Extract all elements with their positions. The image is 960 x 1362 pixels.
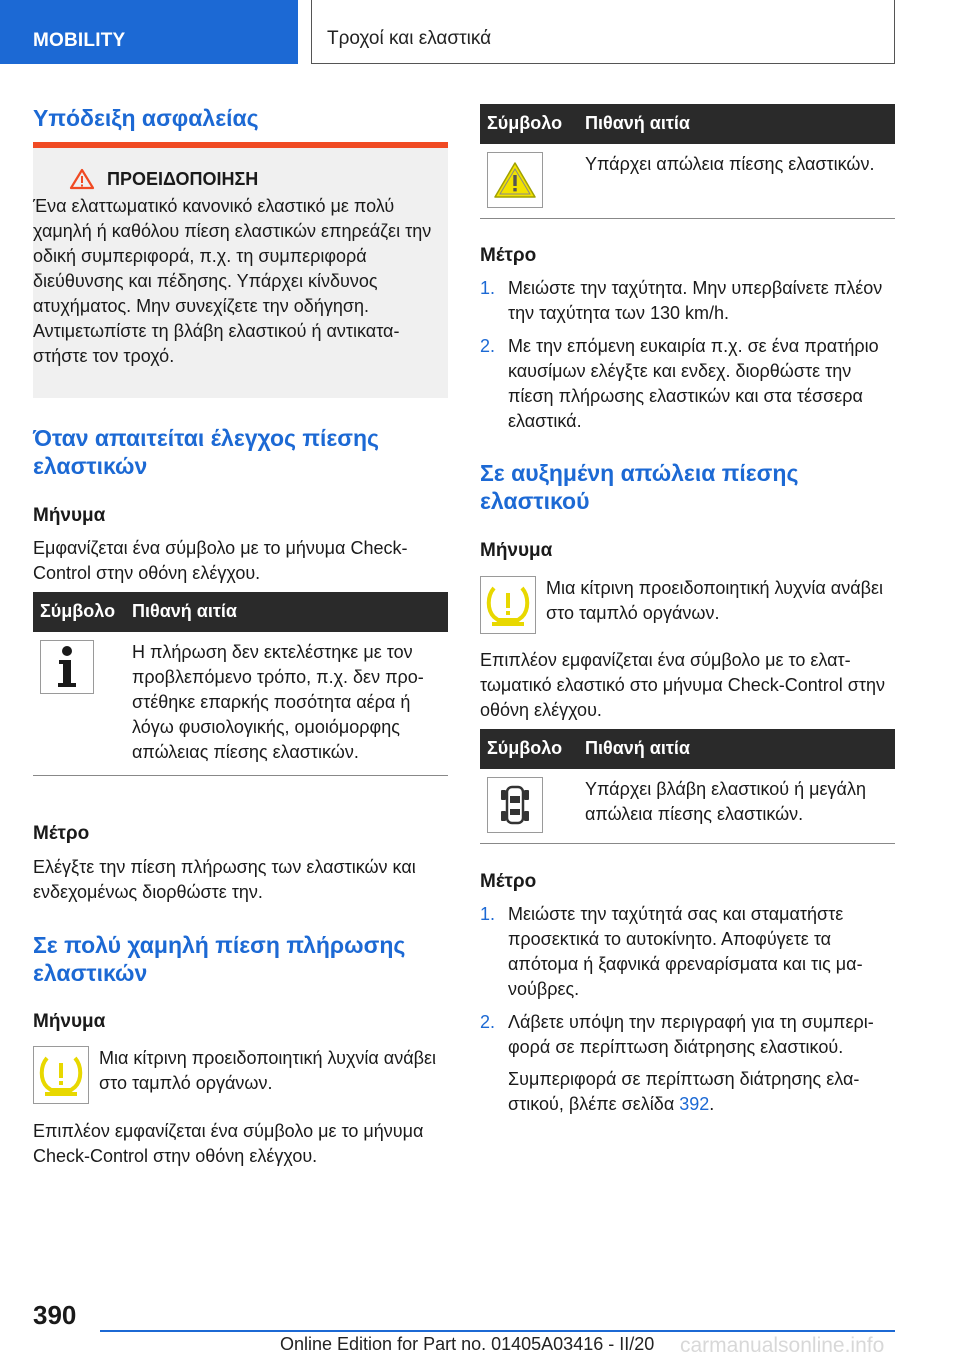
loss-symbol-table bbox=[480, 104, 895, 219]
table-row bbox=[33, 632, 448, 776]
section-tab: MOBILITY bbox=[0, 0, 298, 64]
check-message-label: Μήνυμα bbox=[33, 505, 106, 526]
car-tire-icon bbox=[487, 777, 543, 833]
loss-extra-text: Επιπλέον εμφανίζεται ένα σύμβολο με το ελαττωματικό ελαστικό στο μήνυμα Check-Control στην οθόνη ελέγχου. bbox=[480, 650, 886, 720]
list-item: 1. Μειώστε την ταχύτητά σας και σταματήστε προσεκτικά το αυτοκίνητο. Αποφύγετε τα απότομα ή ξαφνικά φρεναρίσματα και τις μανούβρες. bbox=[480, 904, 863, 999]
list-item: 2. Λάβετε υπόψη την περιγραφή για τη συμπεριφορά σε περίπτωση διάτρησης ελαστικού. bbox=[480, 1012, 874, 1057]
loss-lamp-text: Μια κίτρινη προειδοποιητική λυχνία ανάβει στο ταμπλό οργάνων. bbox=[546, 578, 883, 623]
cause-text: Η πλήρωση δεν εκτελέστηκε με τον προβλεπόμενο τρόπο, π.χ. δεν προστέθηκε επαρκής ποσότητα αέρα ή λόγω φυσιολογικής, ομοιόμορφης απώλειας πίεσης ελαστικών. bbox=[125, 632, 448, 776]
check-symbol-table bbox=[33, 592, 448, 776]
warning-triangle-icon bbox=[69, 168, 95, 190]
warning-label: ΠΡΟΕΙΔΟΠΟΙΗΣΗ bbox=[107, 168, 259, 189]
table-row bbox=[480, 769, 895, 844]
loss-heading: Σε αυξημένη απώλεια πίεσης ελαστικού bbox=[480, 460, 799, 514]
edition-text: Online Edition for Part no. 01405A03416 - II/20 bbox=[280, 1334, 655, 1354]
safety-heading: Υπόδειξη ασφαλείας bbox=[33, 105, 259, 131]
cause-text: Υπάρχει απώλεια πίεσης ελαστικών. bbox=[578, 144, 895, 219]
table-row bbox=[480, 144, 895, 219]
cause-text: Υπάρχει βλάβη ελαστικού ή μεγάλη απώλεια πίεσης ελαστικών. bbox=[578, 769, 895, 844]
low-pressure-heading: Σε πολύ χαμηλή πίεση πλήρωσης ελαστικών bbox=[33, 932, 406, 986]
measure1-list bbox=[480, 276, 895, 442]
warning-header bbox=[33, 168, 434, 190]
footer-divider bbox=[100, 1330, 895, 1332]
measure2-label: Μέτρο bbox=[480, 871, 537, 892]
list-item: 1. Μειώστε την ταχύτητα. Μην υπερβαίνετε πλέον την ταχύτητα των 130 km/h. bbox=[480, 278, 883, 323]
tire-pressure-lamp-icon bbox=[480, 576, 536, 634]
check-message-text: Εμφανίζεται ένα σύμβολο με το μήνυμα Check-Control στην οθόνη ελέγχου. bbox=[33, 538, 408, 583]
low-lamp-row bbox=[33, 1046, 448, 1104]
chapter-title: Τροχοί και ελαστικά bbox=[311, 0, 895, 64]
info-icon bbox=[40, 640, 94, 694]
page-number: 390 bbox=[33, 1300, 77, 1330]
warning-text: Ένα ελαττωματικό κανονικό ελαστικό με πολύ χαμηλή ή καθόλου πίεση ελαστικών επηρεάζει την οδική συμπεριφορά, π.χ. τη συμπεριφορά διεύθυνσης και πέδησης. Υπάρχει κίνδυνος ατυχήματος. Μην συνεχίζετε την οδήγηση. Αντιμετωπίστε τη βλάβη ελαστικού ή αντικαταστήστε τον τροχό. bbox=[33, 196, 432, 366]
col-cause: Πιθανή αιτία bbox=[578, 729, 895, 769]
warning-sign-icon bbox=[487, 152, 543, 208]
loss-lamp-row bbox=[480, 576, 895, 634]
warning-box bbox=[33, 142, 448, 398]
watermark: carmanualsonline.info bbox=[680, 1334, 885, 1357]
col-symbol: Σύμβολο bbox=[480, 729, 578, 769]
low-message-label: Μήνυμα bbox=[33, 1011, 106, 1032]
check-pressure-heading: Όταν απαιτείται έλεγχος πίεσης ελαστικών bbox=[33, 425, 380, 479]
low-extra-text: Επιπλέον εμφανίζεται ένα σύμβολο με το μήνυμα Check-Control στην οθόνη ελέγχου. bbox=[33, 1121, 424, 1166]
tire-symbol-table bbox=[480, 729, 895, 844]
col-symbol: Σύμβολο bbox=[33, 592, 125, 632]
col-cause: Πιθανή αιτία bbox=[125, 592, 448, 632]
loss-message-label: Μήνυμα bbox=[480, 540, 553, 561]
measure2-list bbox=[480, 902, 895, 1068]
check-measure-label: Μέτρο bbox=[33, 823, 90, 844]
list-item: 2. Με την επόμενη ευκαιρία π.χ. σε ένα πρατήριο καυσίμων ελέγξτε και ενδεχ. διορθώστε την πίεση πλήρωσης ελαστικών και στα τέσσερα ελαστικά. bbox=[480, 336, 879, 431]
tire-pressure-lamp-icon bbox=[33, 1046, 89, 1104]
col-symbol: Σύμβολο bbox=[480, 104, 578, 144]
low-lamp-text: Μια κίτρινη προειδοποιητική λυχνία ανάβει στο ταμπλό οργάνων. bbox=[99, 1048, 436, 1093]
reference-text: Συμπεριφορά σε περίπτωση διάτρησης ελαστικού, βλέπε σελίδα 392. bbox=[508, 1069, 860, 1114]
page-link[interactable]: 392 bbox=[679, 1094, 710, 1114]
col-cause: Πιθανή αιτία bbox=[578, 104, 895, 144]
measure1-label: Μέτρο bbox=[480, 245, 537, 266]
check-measure-text: Ελέγξτε την πίεση πλήρωσης των ελαστικών και ενδεχομένως διορθώστε την. bbox=[33, 857, 416, 902]
